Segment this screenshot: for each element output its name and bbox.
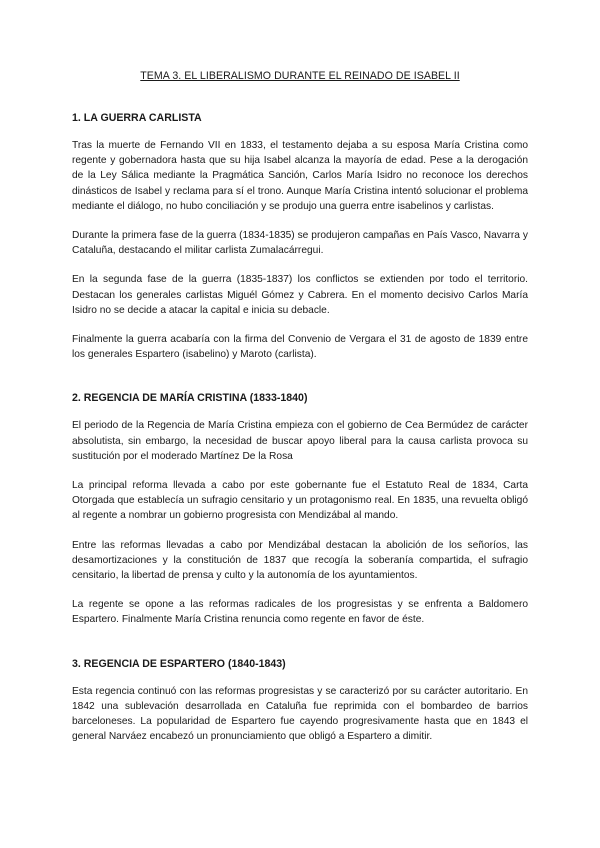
- paragraph: La principal reforma llevada a cabo por este gobernante fue el Estatuto Real de 1834, Carta Otorgada que establecía un sufragio censitario y un protagonismo real. En 1835, una revuelta obligó al regente a nombrar un gobierno progresista con Mendizábal al mando.: [72, 480, 528, 522]
- paragraph: Entre las reformas llevadas a cabo por Mendizábal destacan la abolición de los señoríos, las desamortizaciones y la constitución de 1837 que recogía la soberanía compartida, el sufragio censitario, la libertad de prensa y culto y la autonomía de los ayuntamientos.: [72, 539, 528, 582]
- section-heading: 3. REGENCIA DE ESPARTERO (1840-1843): [72, 657, 286, 670]
- section-regencia-maria-cristina: [72, 392, 528, 627]
- paragraph: La regente se opone a las reformas radicales de los progresistas y se enfrenta a Baldomero Espartero. Finalmente María Cristina renuncia como regente en favor de éste.: [72, 599, 528, 626]
- paragraph: Tras la muerte de Fernando VII en 1833, el testamento dejaba a su esposa María Cristina como regente y gobernadora hasta que su hija Isabel alcanza la mayoría de edad. Pese a la derogación de la Ley Sálica mediante la Pragmática Sanción, Carlos María Isidro no reconoce los derechos dinásticos de Isabel y reclama para sí el trono. Aunque María Cristina intentó solucionar el problema mediante el diálogo, no hubo conciliación y se produjo una guerra entre isabelinos y carlistas.: [72, 140, 528, 212]
- paragraph: Durante la primera fase de la guerra (1834-1835) se produjeron campañas en País Vasco, Navarra y Cataluña, destacando el militar carlista Zumalacárregui.: [72, 230, 528, 257]
- paragraph: El periodo de la Regencia de María Cristina empieza con el gobierno de Cea Bermúdez de carácter absolutista, sin embargo, la necesidad de buscar apoyo liberal para la causa carlista provoca su sustitución por el moderado Martínez De la Rosa: [72, 420, 528, 462]
- section-guerra-carlista: [72, 112, 528, 362]
- document-title: TEMA 3. EL LIBERALISMO DURANTE EL REINADO DE ISABEL II: [140, 70, 460, 82]
- paragraph: En la segunda fase de la guerra (1835-1837) los conflictos se extienden por todo el territorio. Destacan los generales carlistas Miguél Gómez y Cabrera. En el momento decisivo Carlos María Isidro no se decide a atacar la capital e inicia su debacle.: [72, 274, 528, 316]
- paragraph: Finalmente la guerra acabaría con la firma del Convenio de Vergara el 31 de agosto de 1839 entre los generales Espartero (isabelino) y Maroto (carlista).: [72, 334, 528, 361]
- section-regencia-espartero: [72, 658, 528, 745]
- paragraph: Esta regencia continuó con las reformas progresistas y se caracterizó por su carácter autoritario. En 1842 una sublevación desarrollada en Cataluña fue reprimida con el bombardeo de barrios barceloneses. La popularidad de Espartero fue cayendo progresivamente hasta que en 1843 el general Narváez encabezó un pronunciamiento que obligó a Espartero a dimitir.: [72, 685, 528, 743]
- section-heading: 2. REGENCIA DE MARÍA CRISTINA (1833-1840): [72, 392, 308, 405]
- document-page: [72, 70, 528, 758]
- section-heading: 1. LA GUERRA CARLISTA: [72, 112, 202, 124]
